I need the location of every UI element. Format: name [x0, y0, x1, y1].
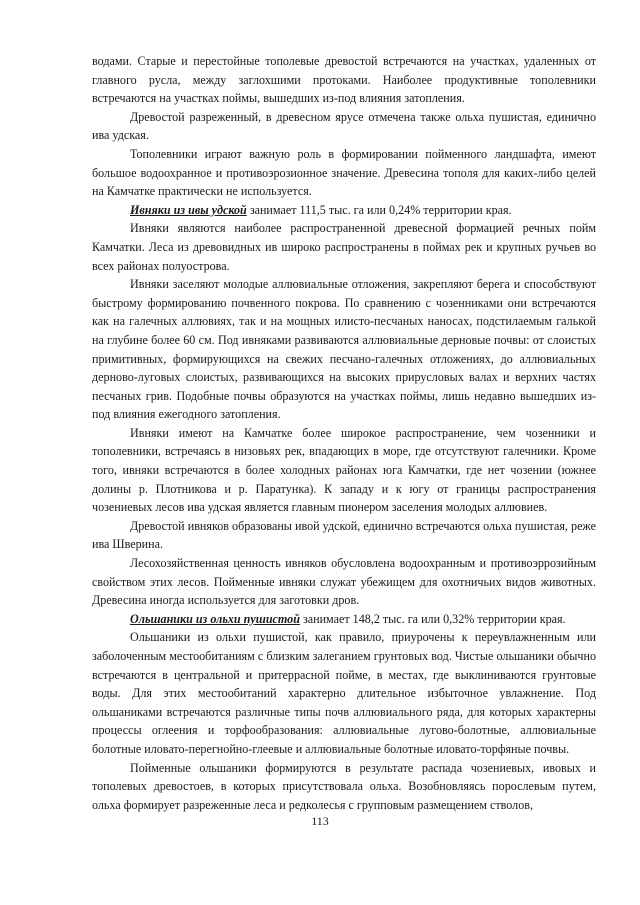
paragraph: Ольшаники из ольхи пушистой, как правило, приурочены к переувлажненным или заболоченным местообитаниям с близким залеганием грунтовых вод. Чистые ольшаники обычно встречаются в центральной и притеррасной пойме, в местах, где выклиниваются грунтовые воды. Для этих местообитаний характерно длительное избыточное увлажнение. Под ольшаниками встречаются различные типы почв аллювиального ряда, для которых характерны процессы оглеения и торфообразования: аллювиальные лугово-болотные, аллювиальные болотные иловато-перегнойно-глеевые и аллювиальные болотные иловато-торфяные почвы. — [92, 630, 596, 756]
section-title: Ольшаники из ольхи пушистой — [130, 611, 300, 626]
paragraph: Лесохозяйственная ценность ивняков обусловлена водоохранным и противоэррозийным свойством этих лесов. Пойменные ивняки служат убежищем для охотничьих видов животных. Древесина иногда используется для заготовки дров. — [92, 556, 596, 608]
paragraph: Древостой ивняков образованы ивой удской, единично встречаются ольха пушистая, реже ива Шверина. — [92, 518, 596, 552]
section-heading-alder — [92, 610, 596, 629]
section-area-text: занимает 111,5 тыс. га или 0,24% территории края. — [246, 202, 512, 217]
paragraph: Ивняки заселяют молодые аллювиальные отложения, закрепляют берега и способствуют быстрому формированию почвенного покрова. По сравнению с чозенниками они встречаются как на галечных аллювиях, так и на мощных илисто-песчаных наносах, подстилаемым галькой на глубине более 60 см. Под ивняками развиваются аллювиальные дерновые почвы: от слоистых примитивных, формирующихся на свежих песчано-галечных отложениях, до аллювиальных дерново-луговых слоистых, развивающихся на высоких прирусловых валах и верхних частях песчаных грив. Подобные почвы образуются на участках поймы, лишь недавно вышедших из-под влияния ежегодного затопления. — [92, 277, 596, 422]
section-heading-willow — [92, 201, 596, 220]
page-number: 113 — [311, 814, 329, 828]
section-title: Ивняки из ивы удской — [130, 202, 247, 217]
paragraph: Ивняки являются наиболее распространенной древесной формацией речных пойм Камчатки. Леса из древовидных ив широко распространены в поймах рек и крупных ручьев во всех районах полуострова. — [92, 221, 596, 273]
page-body — [92, 52, 596, 814]
paragraph: Пойменные ольшаники формируются в результате распада чозениевых, ивовых и тополевых древостоев, в которых присутствовала ольха. Возобновляясь порослевым путем, ольха формирует разреженные леса и редколесья с групповым размещением стволов, — [92, 760, 596, 812]
paragraph: Древостой разреженный, в древесном ярусе отмечена также ольха пушистая, единично ива удская. — [92, 109, 596, 143]
paragraph: водами. Старые и перестойные тополевые древостой встречаются на участках, удаленных от главного русла, между заглохшими протоками. Наиболее продуктивные тополевники встречаются на участках поймы, вышедших из-под влияния затопления. — [92, 54, 596, 106]
section-area-text: занимает 148,2 тыс. га или 0,32% территории края. — [299, 611, 566, 626]
paragraph: Тополевники играют важную роль в формировании пойменного ландшафта, имеют большое водоохранное и противоэрозионное значение. Древесина тополя для каких-либо целей на Камчатке практически не используется. — [92, 146, 596, 199]
paragraph: Ивняки имеют на Камчатке более широкое распространение, чем чозенники и тополевники, встречаясь в низовьях рек, впадающих в море, где отсутствуют галечники. Кроме того, ивняки встречаются в более холодных районах юга Камчатки, где нет чозении (южнее долины р. Плотникова и р. Паратунка). К западу и к югу от границы распространения чозениевых лесов ива удская является главным пионером заселения молодых аллювиев. — [92, 425, 596, 515]
